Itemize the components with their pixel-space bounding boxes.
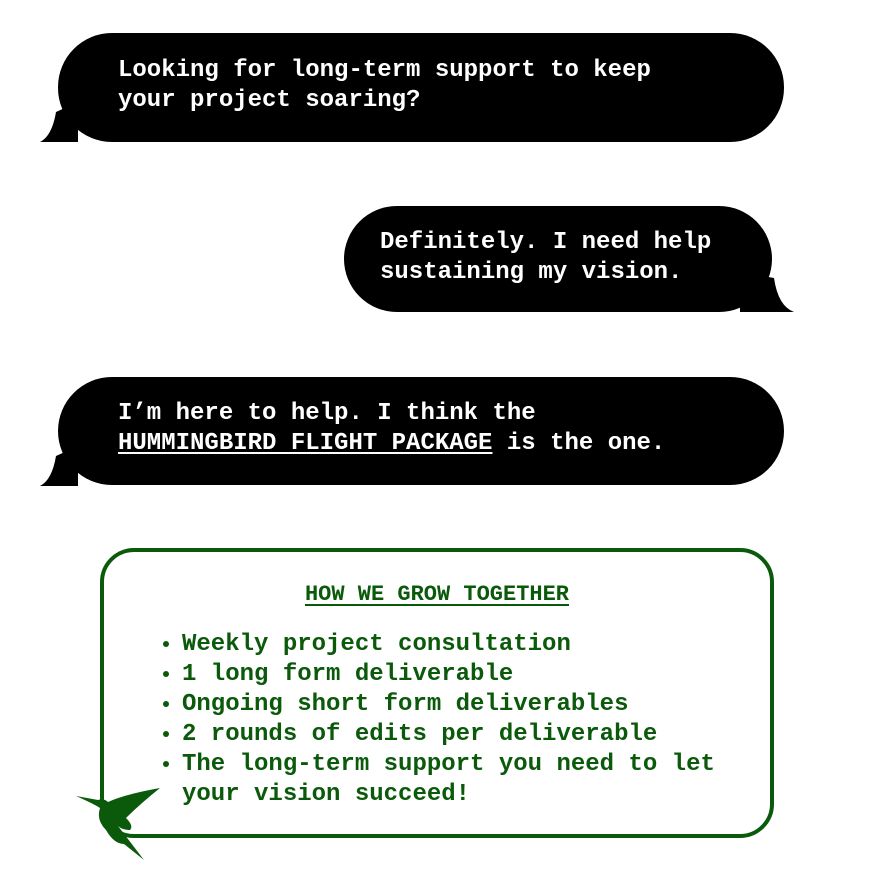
message-text-line: I’m here to help. I think the [118,400,536,427]
message-text-line [118,429,784,459]
message-text-suffix: is the one. [492,430,666,457]
card-title: HOW WE GROW TOGETHER [304,582,570,607]
feature-item: • 2 rounds of edits per deliverable [182,720,742,750]
hummingbird-icon [74,786,164,862]
feature-item: • Weekly project consultation [182,630,742,660]
feature-item: • Ongoing short form deliverables [182,690,742,720]
feature-item: • 1 long form deliverable [182,660,742,690]
chat-bubble-outgoing [344,206,772,312]
message-text-line: your project soaring? [118,87,421,114]
chat-bubble-incoming [58,377,784,485]
feature-list [158,630,742,810]
chat-bubble-incoming [58,33,784,142]
package-card [100,548,774,838]
message-text-line: Looking for long-term support to keep [118,57,651,84]
package-name-link[interactable]: HUMMINGBIRD FLIGHT PACKAGE [118,430,493,457]
feature-item: • The long-term support you need to let your vision succeed! [182,750,742,810]
message-text-line: Definitely. I need help [380,229,712,256]
message-text-line: sustaining my vision. [380,259,683,286]
